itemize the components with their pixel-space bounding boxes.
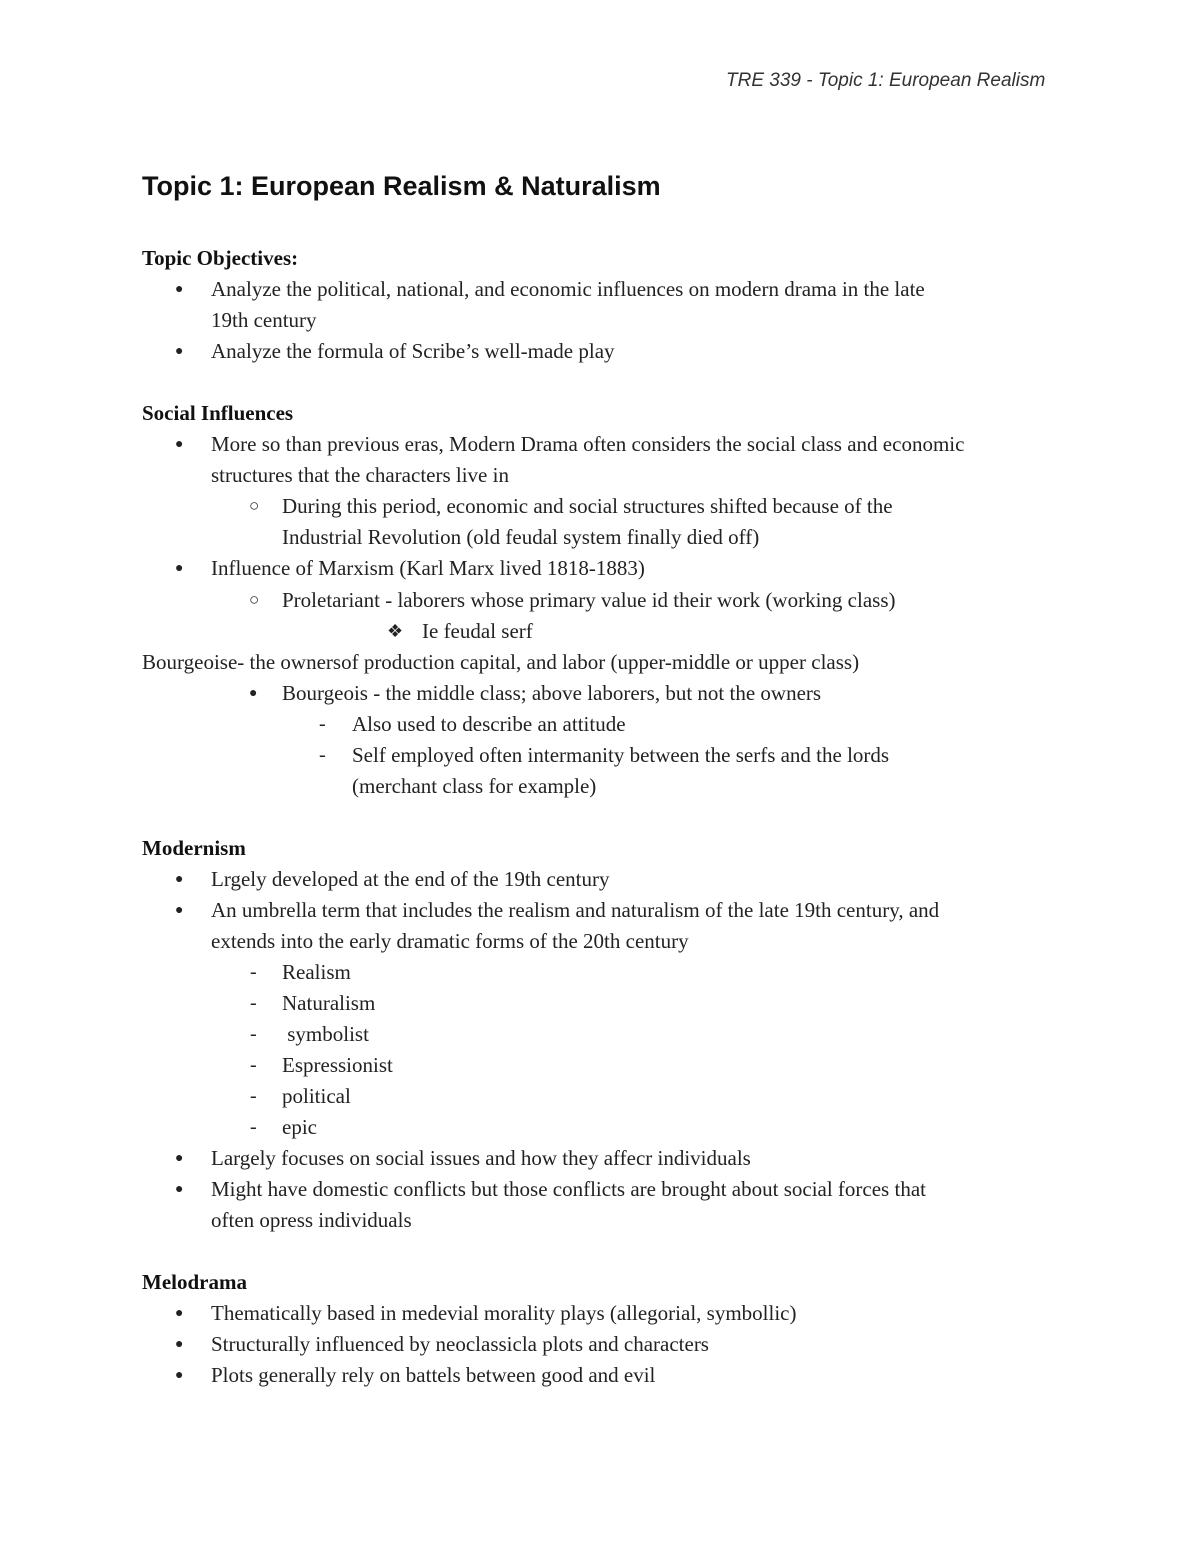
modernism-item: Largely focuses on social issues and how they affecr individuals	[211, 1146, 751, 1170]
dash-bullet-icon: -	[250, 992, 257, 1014]
modernism-item: An umbrella term that includes the realism and naturalism of the late 19th century, and	[211, 898, 940, 922]
social-heading: Social Influences	[142, 401, 294, 425]
social-item: More so than previous eras, Modern Drama often considers the social class and economic	[211, 432, 965, 456]
bullet-icon: ●	[175, 344, 184, 359]
dash-bullet-icon: -	[319, 744, 326, 766]
dash-bullet-icon: -	[250, 1054, 257, 1076]
dash-bullet-icon: -	[250, 1023, 257, 1045]
bullet-icon: ●	[175, 1337, 184, 1352]
circle-bullet-icon: ○	[249, 496, 260, 515]
bullet-icon: ●	[175, 282, 184, 297]
bullet-icon: ●	[175, 561, 184, 576]
circle-bullet-icon: ○	[249, 590, 260, 609]
dash-bullet-icon: -	[250, 961, 257, 983]
bullet-icon: ●	[175, 872, 184, 887]
modernism-heading: Modernism	[142, 836, 246, 860]
form-item: political	[282, 1084, 351, 1108]
modernism-item-continued: extends into the early dramatic forms of the 20th century	[211, 929, 689, 953]
bourgeoise-definition: Bourgeoise- the ownersof production capital, and labor (upper-middle or upper class)	[142, 650, 860, 674]
melodrama-item: Plots generally rely on battels between good and evil	[211, 1363, 656, 1387]
form-item: Naturalism	[282, 991, 376, 1015]
form-item: epic	[282, 1115, 317, 1139]
page-title: Topic 1: European Realism & Naturalism	[142, 171, 661, 201]
objectives-heading: Topic Objectives:	[142, 246, 299, 270]
bullet-icon: ●	[175, 437, 184, 452]
melodrama-item: Structurally influenced by neoclassicla plots and characters	[211, 1332, 709, 1356]
bourgeois-subitem-continued: (merchant class for example)	[352, 774, 597, 798]
social-subitem: Proletariant - laborers whose primary value id their work (working class)	[282, 588, 896, 612]
modernism-item-continued: often opress individuals	[211, 1208, 412, 1232]
melodrama-heading: Melodrama	[142, 1270, 247, 1294]
modernism-item: Might have domestic conflicts but those conflicts are brought about social forces that	[211, 1177, 926, 1201]
bullet-icon: ●	[175, 1182, 184, 1197]
dash-bullet-icon: -	[250, 1085, 257, 1107]
social-subsubitem: Ie feudal serf	[422, 619, 533, 643]
form-item: Espressionist	[282, 1053, 393, 1077]
objective-item: Analyze the formula of Scribe’s well-made play	[211, 339, 615, 363]
dash-bullet-icon: -	[250, 1116, 257, 1138]
bourgeois-subitem: Self employed often intermanity between the serfs and the lords	[352, 743, 890, 767]
bullet-icon: ●	[175, 1368, 184, 1383]
bourgeois-item: Bourgeois - the middle class; above laborers, but not the owners	[282, 681, 822, 705]
social-item: Influence of Marxism (Karl Marx lived 1818-1883)	[211, 556, 645, 580]
social-subitem: During this period, economic and social structures shifted because of the	[282, 494, 893, 518]
social-subitem-continued: Industrial Revolution (old feudal system finally died off)	[282, 525, 760, 549]
diamond-bullet-icon: ❖	[387, 621, 404, 641]
running-header: TRE 339 - Topic 1: European Realism	[726, 70, 1046, 91]
bullet-icon: ●	[175, 903, 184, 918]
objective-item: Analyze the political, national, and economic influences on modern drama in the late	[211, 277, 925, 301]
bullet-icon: ●	[175, 1306, 184, 1321]
form-item: symbolist	[282, 1022, 369, 1046]
melodrama-item: Thematically based in medevial morality plays (allegorial, symbollic)	[211, 1301, 797, 1325]
dash-bullet-icon: -	[319, 713, 326, 735]
modernism-item: Lrgely developed at the end of the 19th century	[211, 867, 610, 891]
form-item: Realism	[282, 960, 351, 984]
bourgeois-subitem: Also used to describe an attitude	[352, 712, 626, 736]
bullet-icon: ●	[249, 686, 258, 701]
objective-item-continued: 19th century	[211, 308, 317, 332]
social-item-continued: structures that the characters live in	[211, 463, 509, 487]
bullet-icon: ●	[175, 1151, 184, 1166]
